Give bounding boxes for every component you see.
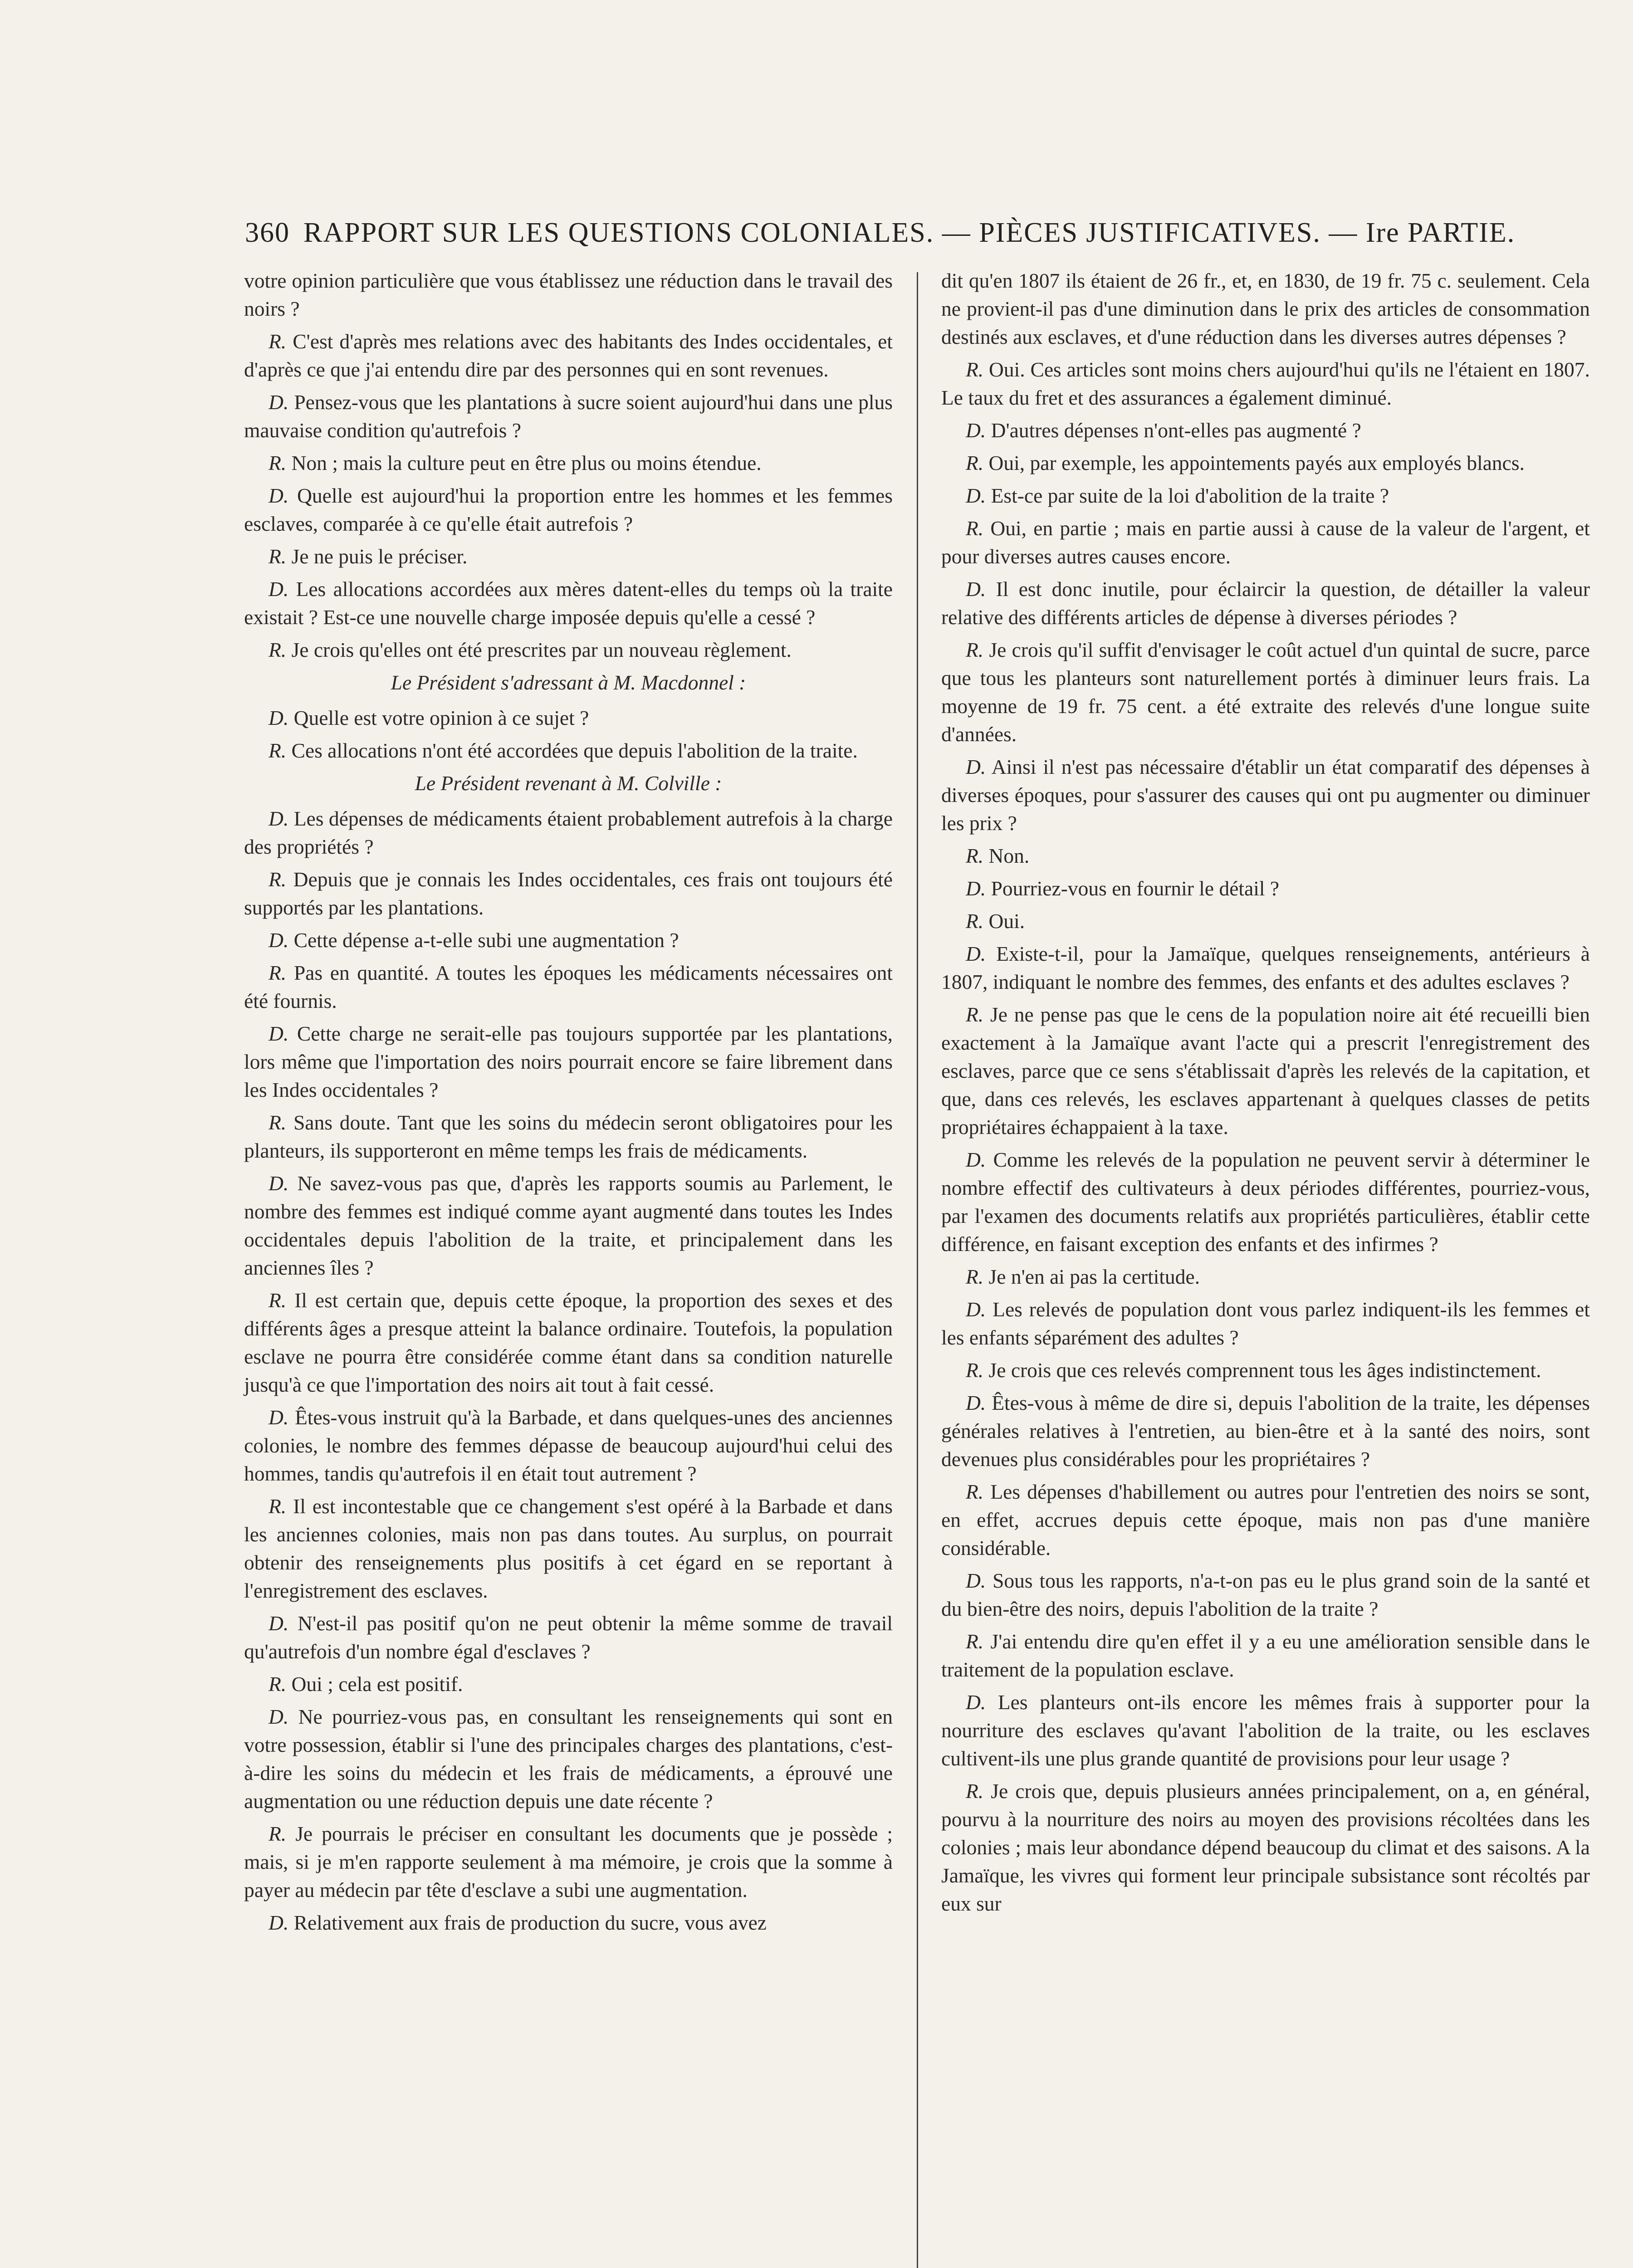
dialogue-paragraph	[244, 1169, 893, 1282]
dialogue-paragraph	[941, 1567, 1590, 1623]
paragraph-text: Comme les relevés de la population ne peuvent servir à déterminer le nombre effectif des cultivateurs à deux périodes différentes, pourriez-vous, par l'examen des documents relatifs aux propriétés particulières, établir cette différence, en faisant exception des enfants et des infirmes ?	[941, 1148, 1590, 1256]
paragraph-text: votre opinion particulière que vous établissez une réduction dans le travail des noirs ?	[244, 269, 893, 320]
dialogue-paragraph	[244, 1286, 893, 1399]
speaker-label: D.	[269, 1172, 289, 1195]
dialogue-paragraph	[941, 416, 1590, 445]
speaker-label: R.	[966, 844, 984, 867]
dialogue-paragraph	[941, 267, 1590, 351]
paragraph-text: Pourriez-vous en fournir le détail ?	[991, 877, 1280, 900]
speaker-label: D.	[269, 1612, 289, 1635]
paragraph-text: Ne pourriez-vous pas, en consultant les renseignements qui sont en votre possession, établir si l'une des principales charges des plantations, c'est-à-dire les soins du médecin et les frais de médicaments, a éprouvé une augmentation ou une réduction depuis une date récente ?	[244, 1705, 893, 1813]
speaker-label: D.	[269, 1406, 289, 1429]
paragraph-text: Oui ; cela est positif.	[291, 1672, 463, 1696]
paragraph-text: D'autres dépenses n'ont-elles pas augmenté ?	[991, 419, 1361, 442]
paragraph-text: Quelle est aujourd'hui la proportion entre les hommes et les femmes esclaves, comparée à ce qu'elle était autrefois ?	[244, 484, 893, 535]
dialogue-paragraph	[244, 543, 893, 571]
paragraph-text: Quelle est votre opinion à ce sujet ?	[293, 706, 589, 729]
speaker-label: R.	[966, 451, 984, 474]
paragraph-text: Pensez-vous que les plantations à sucre soient aujourd'hui dans une plus mauvaise condition qu'autrefois ?	[244, 391, 893, 442]
dialogue-paragraph	[941, 907, 1590, 935]
dialogue-paragraph	[244, 1492, 893, 1605]
speaker-label: D.	[269, 807, 289, 830]
speaker-label: R.	[269, 1495, 287, 1518]
paragraph-text: Pas en quantité. A toutes les époques les médicaments nécessaires ont été fournis.	[244, 961, 893, 1012]
speaker-label: R.	[269, 638, 287, 661]
paragraph-text: Je crois qu'elles ont été prescrites par un nouveau règlement.	[291, 638, 792, 661]
speaker-label: R.	[269, 1111, 287, 1134]
dialogue-paragraph	[941, 449, 1590, 477]
dialogue-paragraph	[941, 575, 1590, 631]
dialogue-paragraph	[244, 1403, 893, 1488]
speaker-label: D.	[966, 577, 986, 601]
speaker-label: D.	[966, 1148, 986, 1171]
paragraph-text: Je crois que, depuis plusieurs années principalement, on a, en général, pourvu à la nourriture des noirs au moyen des provisions récoltées dans les colonies ; mais leur abondance dépend beaucoup du climat et des saisons. A la Jamaïque, les vivres qui forment leur principale subsistance sont récoltés par eux sur	[941, 1779, 1590, 1915]
paragraph-text: Oui. Ces articles sont moins chers aujourd'hui qu'ils ne l'étaient en 1807. Le taux du fret et des assurances a également diminué.	[941, 358, 1590, 409]
paragraph-text: Existe-t-il, pour la Jamaïque, quelques renseignements, antérieurs à 1807, indiquant le nombre des femmes, des enfants et des adultes esclaves ?	[941, 942, 1590, 993]
paragraph-text: Le Président revenant à M. Colville :	[415, 772, 722, 795]
paragraph-text: Je ne pense pas que le cens de la population noire ait été recueilli bien exactement à la Jamaïque avant l'acte qui a prescrit l'enregistrement des esclaves, parce que ce sens s'établissait d'après les relevés de la capitation, et que, dans ces relevés, les esclaves appartenant à quelques classes de petits propriétaires échappaient à la taxe.	[941, 1003, 1590, 1139]
paragraph-text: N'est-il pas positif qu'on ne peut obtenir la même somme de travail qu'autrefois d'un nombre égal d'esclaves ?	[244, 1612, 893, 1663]
dialogue-paragraph	[941, 1389, 1590, 1473]
speaker-label: R.	[966, 517, 984, 540]
dialogue-paragraph	[244, 959, 893, 1015]
dialogue-paragraph	[941, 940, 1590, 996]
paragraph-text: J'ai entendu dire qu'en effet il y a eu une amélioration sensible dans le traitement de la population esclave.	[941, 1630, 1590, 1681]
paragraph-text: Les dépenses d'habillement ou autres pour l'entretien des noirs se sont, en effet, accrues depuis cette époque, mais non pas d'une manière considérable.	[941, 1480, 1590, 1559]
paragraph-text: Il est certain que, depuis cette époque, la proportion des sexes et des différents âges a presque atteint la balance ordinaire. Toutefois, la population esclave ne pourra être considérée comme étant dans sa condition naturelle jusqu'à ce que l'importation des noirs ait tout à fait cessé.	[244, 1289, 893, 1396]
dialogue-paragraph	[941, 1628, 1590, 1684]
speaker-label: R.	[966, 1003, 984, 1026]
speaker-label: R.	[269, 330, 287, 353]
dialogue-paragraph	[941, 636, 1590, 748]
dialogue-paragraph	[244, 1820, 893, 1904]
dialogue-paragraph	[244, 267, 893, 323]
paragraph-text: Relativement aux frais de production du sucre, vous avez	[293, 1911, 767, 1934]
dialogue-paragraph	[941, 1001, 1590, 1141]
dialogue-paragraph	[941, 753, 1590, 837]
paragraph-text: Êtes-vous à même de dire si, depuis l'abolition de la traite, les dépenses générales relatives à l'entretien, au bien-être et à la santé des noirs, sont devenues plus considérables pour les propriétaires ?	[941, 1391, 1590, 1471]
left-column	[244, 267, 893, 1941]
paragraph-text: Je crois qu'il suffit d'envisager le coût actuel d'un quintal de sucre, parce que tous les planteurs sont naturellement portés à diminuer leurs frais. La moyenne de 19 fr. 75 cent. a été extraite des relevés d'une longue suite d'années.	[941, 638, 1590, 746]
speaker-label: R.	[269, 739, 287, 762]
paragraph-text: Les planteurs ont-ils encore les mêmes frais à supporter pour la nourriture des esclaves qu'avant l'abolition de la traite, ou les esclaves cultivent-ils une plus grande quantité de provisions pour leur usage ?	[941, 1691, 1590, 1770]
paragraph-text: Est-ce par suite de la loi d'abolition de la traite ?	[991, 484, 1389, 507]
dialogue-paragraph	[244, 575, 893, 631]
speaker-label: R.	[966, 1779, 984, 1803]
paragraph-text: Oui, en partie ; mais en partie aussi à cause de la valeur de l'argent, et pour diverses autres causes encore.	[941, 517, 1590, 568]
paragraph-text: Sous tous les rapports, n'a-t-on pas eu le plus grand soin de la santé et du bien-être des noirs, depuis l'abolition de la traite ?	[941, 1569, 1590, 1620]
speaker-label: D.	[269, 929, 289, 952]
speaker-label: D.	[966, 1569, 986, 1592]
speaker-label: R.	[966, 1630, 984, 1653]
dialogue-paragraph	[941, 1478, 1590, 1562]
paragraph-text: Je pourrais le préciser en consultant les documents que je possède ; mais, si je m'en rapporte seulement à ma mémoire, je crois que la somme à payer au médecin par tête d'esclave a subi une augmentation.	[244, 1822, 893, 1901]
speaker-label: R.	[269, 1289, 287, 1312]
paragraph-text: Ainsi il n'est pas nécessaire d'établir un état comparatif des dépenses à diverses époques, pour s'assurer des causes qui ont pu augmenter ou diminuer les prix ?	[941, 755, 1590, 835]
dialogue-paragraph	[941, 514, 1590, 571]
dialogue-paragraph	[244, 636, 893, 664]
column-divider	[917, 272, 918, 2268]
speaker-label: D.	[269, 577, 289, 601]
speaker-label: R.	[269, 545, 287, 568]
paragraph-text: Oui.	[988, 909, 1025, 933]
paragraph-text: Depuis que je connais les Indes occidentales, ces frais ont toujours été supportés par les plantations.	[244, 868, 893, 919]
dialogue-paragraph	[244, 805, 893, 861]
paragraph-text: Je crois que ces relevés comprennent tous les âges indistinctement.	[988, 1359, 1541, 1382]
dialogue-paragraph	[244, 704, 893, 732]
dialogue-paragraph	[244, 449, 893, 477]
speaker-label: D.	[269, 484, 289, 507]
paragraph-text: Je n'en ai pas la certitude.	[988, 1265, 1200, 1288]
page-header	[245, 217, 1529, 249]
speaker-label: D.	[269, 706, 289, 729]
paragraph-text: Oui, par exemple, les appointements payés aux employés blancs.	[988, 451, 1525, 474]
paragraph-text: Les allocations accordées aux mères datent-elles du temps où la traite existait ? Est-ce une nouvelle charge imposée depuis qu'elle a cessé ?	[244, 577, 893, 629]
speaker-label: D.	[269, 1705, 289, 1728]
paragraph-text: Cette dépense a-t-elle subi une augmentation ?	[293, 929, 679, 952]
dialogue-paragraph	[244, 1020, 893, 1104]
dialogue-paragraph	[941, 1263, 1590, 1291]
speaker-label: R.	[966, 638, 984, 661]
speaker-label: R.	[966, 358, 984, 381]
paragraph-text: Les relevés de population dont vous parlez indiquent-ils les femmes et les enfants séparément des adultes ?	[941, 1298, 1590, 1349]
dialogue-paragraph	[244, 327, 893, 384]
dialogue-paragraph	[244, 737, 893, 765]
paragraph-text: Non.	[988, 844, 1030, 867]
dialogue-paragraph	[244, 926, 893, 954]
paragraph-text: Êtes-vous instruit qu'à la Barbade, et dans quelques-unes des anciennes colonies, le nombre des femmes dépasse de beaucoup aujourd'hui celui des hommes, tandis qu'autrefois il en était tout autrement ?	[244, 1406, 893, 1485]
dialogue-paragraph	[941, 1295, 1590, 1352]
dialogue-paragraph	[941, 842, 1590, 870]
speaker-label: R.	[269, 1822, 287, 1845]
dialogue-paragraph	[244, 1909, 893, 1937]
dialogue-paragraph	[244, 482, 893, 538]
paragraph-text: C'est d'après mes relations avec des habitants des Indes occidentales, et d'après ce que j'ai entendu dire par des personnes qui en sont revenues.	[244, 330, 893, 381]
speaker-label: R.	[966, 1265, 984, 1288]
speaker-heading	[244, 669, 893, 697]
speaker-label: D.	[966, 1298, 986, 1321]
dialogue-paragraph	[244, 1670, 893, 1698]
paragraph-text: Ne savez-vous pas que, d'après les rapports soumis au Parlement, le nombre des femmes est indiqué comme ayant augmenté dans toutes les Indes occidentales depuis l'abolition de la traite, et principalement dans les anciennes îles ?	[244, 1172, 893, 1279]
speaker-label: R.	[269, 961, 287, 984]
speaker-label: R.	[269, 1672, 287, 1696]
paragraph-text: Il est donc inutile, pour éclaircir la question, de détailler la valeur relative des différents articles de dépense à diverses périodes ?	[941, 577, 1590, 629]
paragraph-text: Le Président s'adressant à M. Macdonnel :	[391, 671, 746, 694]
dialogue-paragraph	[941, 1777, 1590, 1918]
speaker-label: D.	[966, 755, 986, 778]
paragraph-text: Il est incontestable que ce changement s'est opéré à la Barbade et dans les anciennes colonies, mais non pas dans toutes. Au surplus, on pourrait obtenir des renseignements plus positifs à cet égard en se reportant à l'enregistrement des esclaves.	[244, 1495, 893, 1602]
paragraph-text: Non ; mais la culture peut en être plus ou moins étendue.	[291, 451, 762, 474]
dialogue-paragraph	[244, 865, 893, 922]
paragraph-text: Cette charge ne serait-elle pas toujours supportée par les plantations, lors même que l'importation des noirs pourrait encore se faire librement dans les Indes occidentales ?	[244, 1022, 893, 1101]
speaker-label: R.	[269, 451, 287, 474]
running-title: RAPPORT SUR LES QUESTIONS COLONIALES. — PIÈCES JUSTIFICATIVES. — Ire PARTIE.	[303, 217, 1516, 248]
right-column	[941, 267, 1590, 1922]
speaker-label: R.	[966, 909, 984, 933]
dialogue-paragraph	[244, 1609, 893, 1666]
paragraph-text: Ces allocations n'ont été accordées que depuis l'abolition de la traite.	[291, 739, 858, 762]
dialogue-paragraph	[941, 1688, 1590, 1773]
speaker-label: D.	[966, 484, 986, 507]
paragraph-text: dit qu'en 1807 ils étaient de 26 fr., et, en 1830, de 19 fr. 75 c. seulement. Cela ne provient-il pas d'une diminution dans le prix des articles de consommation destinés aux esclaves, et d'une réduction dans les diverses autres dépenses ?	[941, 269, 1590, 348]
speaker-label: R.	[966, 1480, 984, 1503]
dialogue-paragraph	[941, 1356, 1590, 1384]
paragraph-text: Je ne puis le préciser.	[291, 545, 468, 568]
paragraph-text: Les dépenses de médicaments étaient probablement autrefois à la charge des propriétés ?	[244, 807, 893, 858]
speaker-label: D.	[269, 391, 289, 414]
speaker-label: R.	[966, 1359, 984, 1382]
speaker-label: R.	[269, 868, 287, 891]
paragraph-text: Sans doute. Tant que les soins du médecin seront obligatoires pour les planteurs, ils supporteront en même temps les frais de médicaments.	[244, 1111, 893, 1162]
dialogue-paragraph	[244, 388, 893, 445]
speaker-label: D.	[966, 1391, 986, 1414]
speaker-label: D.	[966, 1691, 986, 1714]
speaker-label: D.	[966, 419, 986, 442]
dialogue-paragraph	[244, 1703, 893, 1815]
dialogue-paragraph	[244, 1109, 893, 1165]
dialogue-paragraph	[941, 356, 1590, 412]
page-number: 360	[245, 217, 290, 248]
speaker-label: D.	[269, 1911, 289, 1934]
speaker-heading	[244, 769, 893, 797]
speaker-label: D.	[966, 877, 986, 900]
dialogue-paragraph	[941, 482, 1590, 510]
dialogue-paragraph	[941, 875, 1590, 903]
speaker-label: D.	[269, 1022, 289, 1045]
dialogue-paragraph	[941, 1146, 1590, 1258]
speaker-label: D.	[966, 942, 986, 965]
